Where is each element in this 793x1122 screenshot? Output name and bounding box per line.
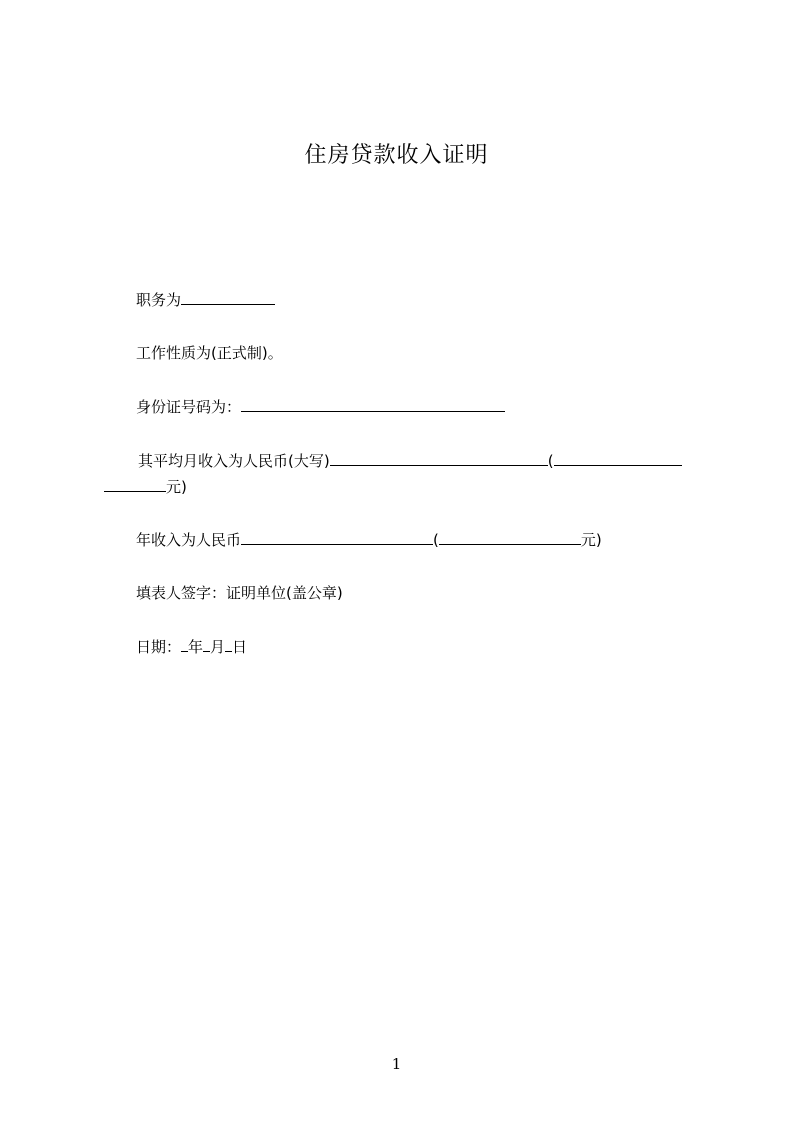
monthly-open-paren: (	[547, 452, 554, 470]
day-char: 日	[232, 638, 248, 656]
annual-income-unit: 元)	[580, 531, 602, 549]
page-number: 1	[391, 1055, 402, 1073]
id-number-label: 身份证号码为：	[136, 398, 242, 416]
monthly-income-line-continued	[104, 476, 187, 498]
monthly-income-amount-blank-1[interactable]	[554, 450, 682, 466]
date-label: 日期：	[136, 638, 182, 656]
monthly-income-label: 其平均月收入为人民币(大写)	[138, 452, 330, 470]
annual-income-line	[136, 529, 602, 551]
position-line	[136, 289, 275, 311]
month-blank[interactable]	[203, 636, 210, 652]
monthly-income-uppercase-blank[interactable]	[330, 450, 548, 466]
day-blank[interactable]	[225, 636, 232, 652]
date-line	[136, 636, 247, 658]
signer-line: 填表人签字：证明单位(盖公章)	[136, 584, 343, 602]
id-number-blank[interactable]	[241, 396, 505, 412]
year-char: 年	[188, 638, 204, 656]
id-number-line	[136, 396, 505, 418]
monthly-income-line	[138, 450, 682, 472]
position-label: 职务为	[136, 291, 182, 309]
month-char: 月	[210, 638, 226, 656]
document-title: 住房贷款收入证明	[304, 143, 489, 168]
year-blank[interactable]	[181, 636, 188, 652]
work-nature-line: 工作性质为(正式制)。	[136, 344, 283, 362]
annual-income-amount-blank[interactable]	[439, 529, 581, 545]
annual-open-paren: (	[433, 531, 439, 549]
monthly-income-amount-blank-2[interactable]	[104, 476, 166, 492]
position-blank[interactable]	[181, 289, 275, 305]
annual-income-label: 年收入为人民币	[136, 531, 242, 549]
annual-income-uppercase-blank[interactable]	[241, 529, 433, 545]
monthly-income-unit: 元)	[166, 478, 187, 496]
